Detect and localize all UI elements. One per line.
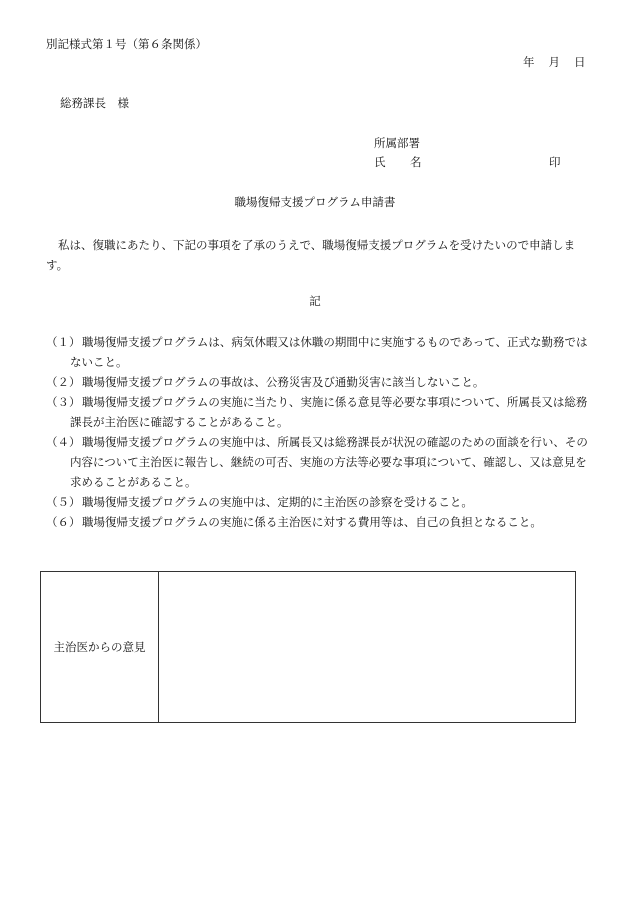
year-label: 年 xyxy=(523,55,535,69)
condition-item xyxy=(46,512,590,532)
condition-item xyxy=(46,432,590,492)
condition-number: （５） xyxy=(46,495,81,509)
document-title: 職場復帰支援プログラム申請書 xyxy=(234,195,396,209)
condition-item xyxy=(46,372,590,392)
doctor-opinion-table xyxy=(40,571,576,723)
form-number: 別記様式第１号（第６条関係） xyxy=(46,37,207,51)
condition-number: （４） xyxy=(46,435,81,449)
day-label: 日 xyxy=(574,55,586,69)
condition-item xyxy=(46,492,590,512)
name-label-char-1: 氏 xyxy=(374,155,386,169)
name-label xyxy=(374,154,422,170)
department-label: 所属部署 xyxy=(374,136,420,150)
seal-mark: 印 xyxy=(549,155,561,169)
condition-text: 職場復帰支援プログラムの事故は、公務災害及び通勤災害に該当しないこと。 xyxy=(82,375,485,389)
condition-text: 職場復帰支援プログラムの実施中は、所属長又は総務課長が状況の確認のための面談を行い、その内容について主治医に報告し、継続の可否、実施の方法等必要な事項について、確認し、又は意見を求めることがあること。 xyxy=(70,435,588,489)
name-label-char-2: 名 xyxy=(410,155,422,169)
month-label: 月 xyxy=(548,55,560,69)
doctor-opinion-label: 主治医からの意見 xyxy=(41,572,159,722)
date-line xyxy=(523,54,586,70)
condition-text: 職場復帰支援プログラムは、病気休暇又は休職の期間中に実施するものであって、正式な勤務ではないこと。 xyxy=(70,335,588,369)
condition-text: 職場復帰支援プログラムの実施中は、定期的に主治医の診察を受けること。 xyxy=(82,495,473,509)
condition-number: （１） xyxy=(46,335,81,349)
addressee: 総務課長 様 xyxy=(60,96,129,110)
intro-paragraph: 私は、復職にあたり、下記の事項を了承のうえで、職場復帰支援プログラムを受けたいので申請します。 xyxy=(46,238,576,272)
ki-heading: 記 xyxy=(309,294,321,308)
condition-item xyxy=(46,392,590,432)
conditions-list xyxy=(46,332,590,532)
condition-number: （６） xyxy=(46,515,81,529)
condition-number: （３） xyxy=(46,395,81,409)
doctor-opinion-field[interactable] xyxy=(159,572,575,722)
condition-text: 職場復帰支援プログラムの実施に係る主治医に対する費用等は、自己の負担となること。 xyxy=(82,515,542,529)
condition-text: 職場復帰支援プログラムの実施に当たり、実施に係る意見等必要な事項について、所属長又は総務課長が主治医に確認することがあること。 xyxy=(70,395,588,429)
condition-number: （２） xyxy=(46,375,81,389)
condition-item xyxy=(46,332,590,372)
